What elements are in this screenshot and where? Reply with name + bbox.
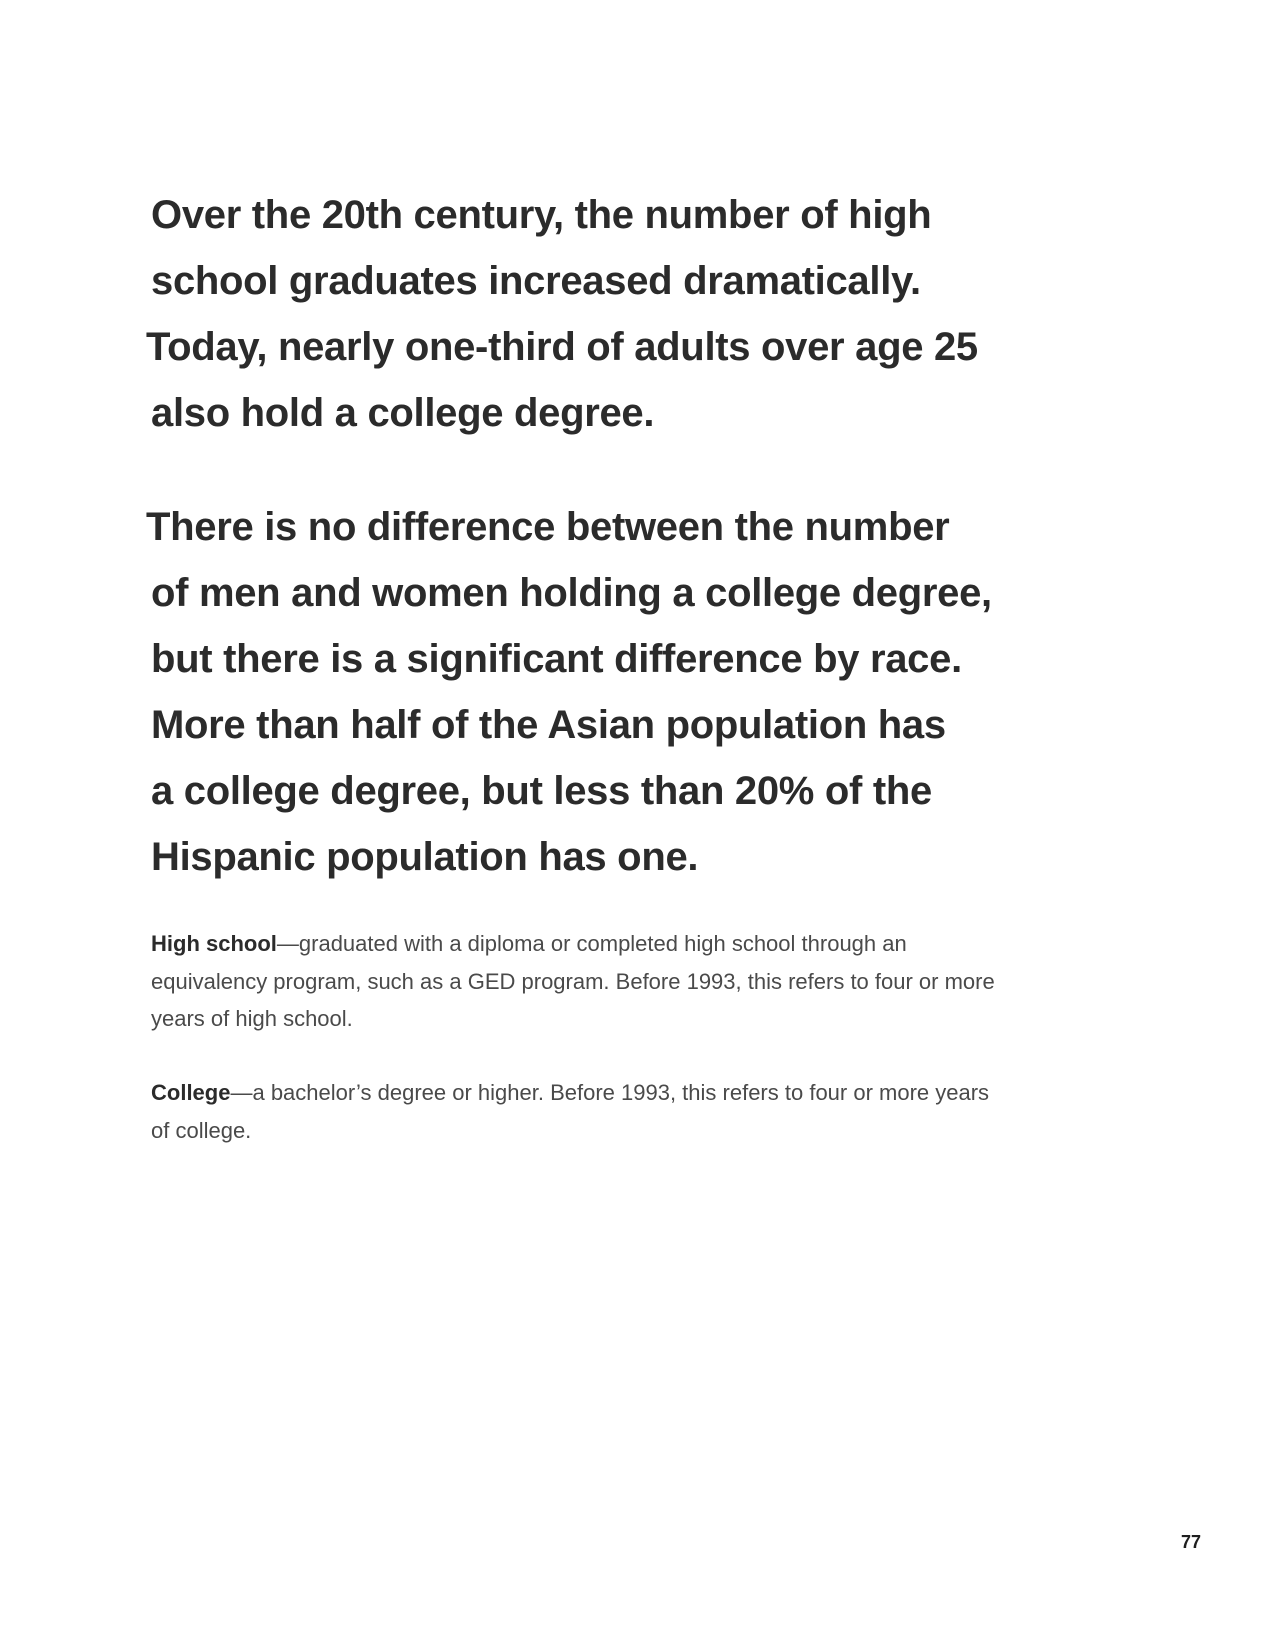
definition-text: —graduated with a diploma or completed high school through an <box>276 931 907 956</box>
definition-text: —a bachelor’s degree or higher. Before 1993, this refers to four or more years <box>230 1080 990 1105</box>
lead-paragraph-2 <box>146 494 1031 890</box>
definition-term: High school <box>151 931 277 956</box>
text-line <box>151 1074 1011 1112</box>
text-line: There is no difference between the number <box>146 505 950 549</box>
lead-paragraph-1 <box>146 182 1031 446</box>
definition-term: College <box>151 1080 231 1105</box>
text-line: of college. <box>151 1117 252 1143</box>
text-line: Over the 20th century, the number of high <box>151 193 932 237</box>
text-line: a college degree, but less than 20% of the <box>151 769 932 813</box>
text-line: years of high school. <box>151 1006 353 1031</box>
text-line: also hold a college degree. <box>151 391 655 435</box>
text-line: Today, nearly one-third of adults over age 25 <box>146 325 978 369</box>
page-number: 77 <box>1180 1532 1201 1552</box>
text-line: of men and women holding a college degree, <box>151 571 992 615</box>
text-line: Hispanic population has one. <box>151 835 699 879</box>
text-line: but there is a significant difference by race. <box>151 637 962 681</box>
definition-college <box>151 1074 1011 1149</box>
text-line: equivalency program, such as a GED program. Before 1993, this refers to four or more <box>151 968 995 994</box>
text-line <box>151 925 1011 963</box>
definition-high-school <box>151 925 1011 1038</box>
text-line: More than half of the Asian population has <box>151 703 946 747</box>
text-line: school graduates increased dramatically. <box>151 259 921 303</box>
